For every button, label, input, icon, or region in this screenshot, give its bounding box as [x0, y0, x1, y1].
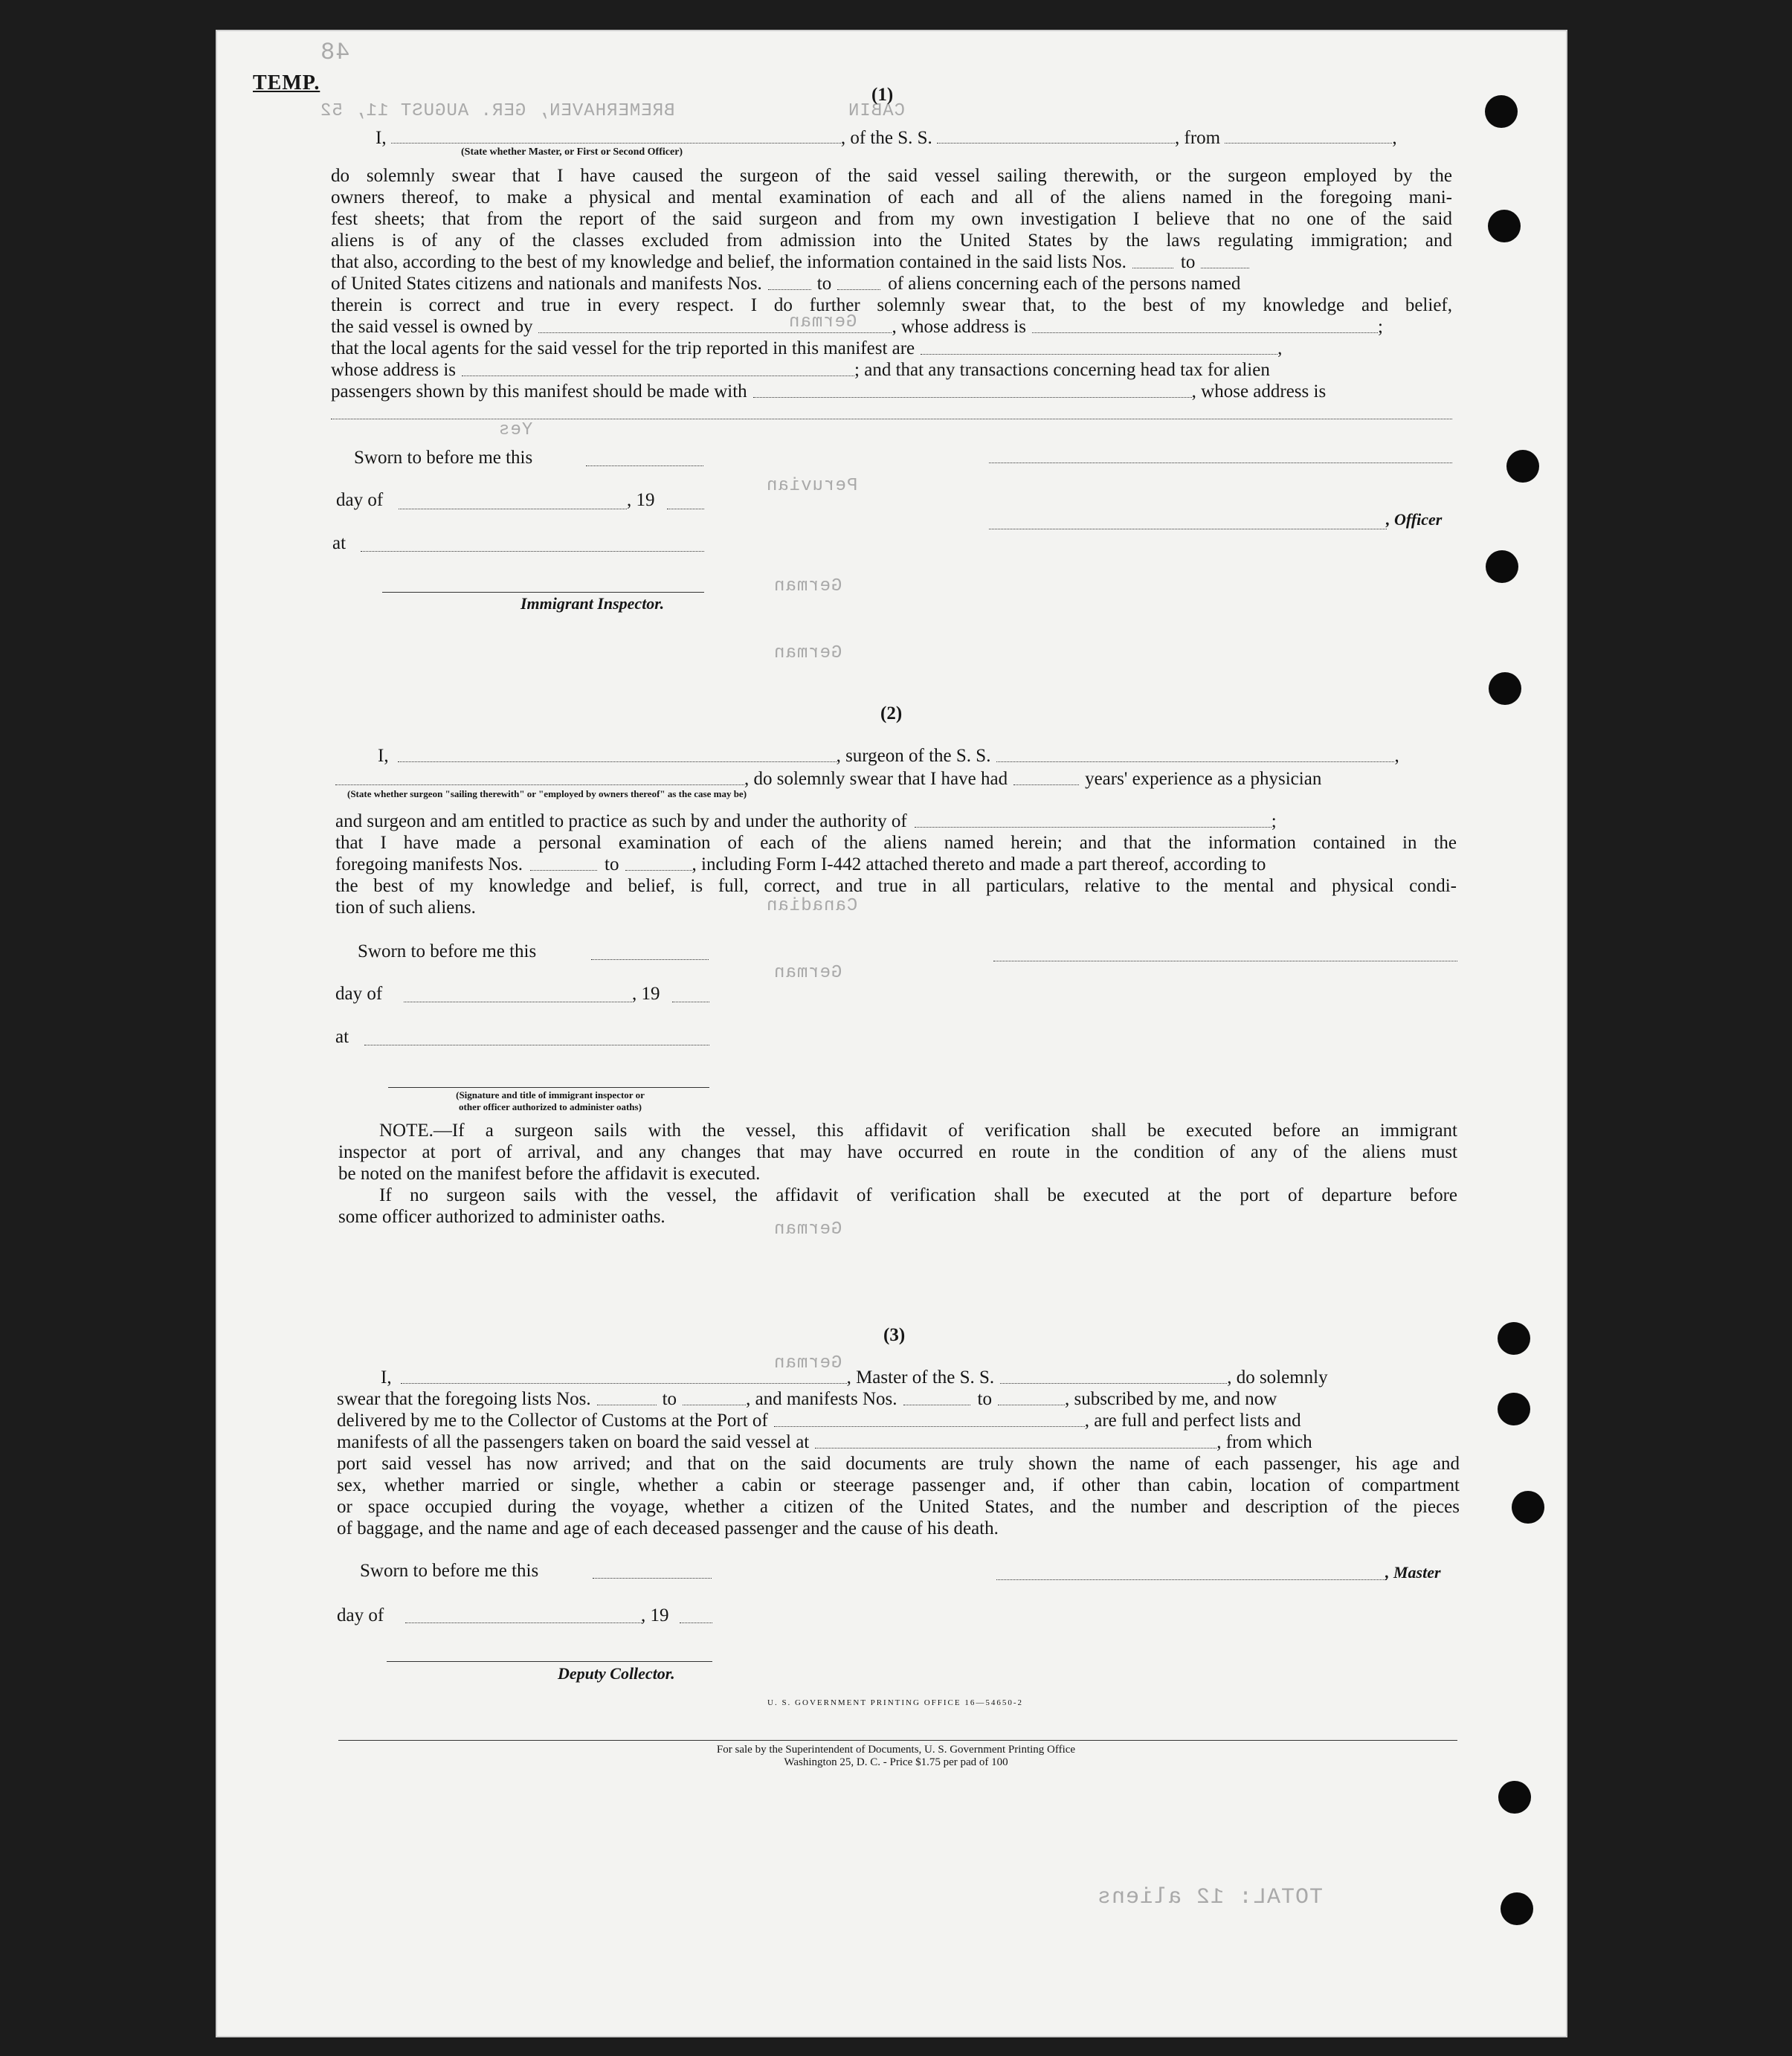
master-line: I, , of the S. S. , from , — [376, 128, 1397, 148]
year-label-3: , 19 — [641, 1605, 669, 1625]
at-label-1: at — [332, 533, 347, 553]
collector-signature-line[interactable] — [387, 1661, 712, 1662]
inspector-signature-line-2[interactable] — [388, 1087, 709, 1088]
master-name-field[interactable] — [391, 126, 841, 144]
sworn-label-2: Sworn to before me this — [358, 941, 537, 961]
punch-hole — [1498, 1781, 1531, 1814]
owner-field[interactable] — [538, 316, 892, 333]
master-name-field-3[interactable] — [401, 1367, 847, 1384]
agents-field[interactable] — [921, 338, 1277, 355]
ghost-corner: 48 — [320, 39, 350, 66]
para-line: sex, whether married or single, whether a cabin or steerage passenger and, if other than cabin, location of compartment — [337, 1475, 1460, 1495]
para-line: passengers shown by this manifest should be made with , whose address is — [331, 381, 1327, 402]
para-line: tion of such aliens. — [335, 898, 476, 918]
para-line: that the local agents for the said vessel for the trip reported in this manifest are , — [331, 338, 1283, 358]
para-line: the said vessel is owned by , whose address is ; — [331, 317, 1383, 337]
para-line: manifests of all the passengers taken on board the said vessel at , from which — [337, 1432, 1312, 1452]
ship-name-field[interactable] — [937, 126, 1175, 144]
at-label-2: at — [335, 1027, 349, 1047]
ghost-name: German — [773, 1219, 842, 1240]
day-of-field-3[interactable] — [405, 1622, 643, 1623]
deputy-collector-label: Deputy Collector. — [558, 1664, 675, 1683]
para-line: the best of my knowledge and belief, is full, correct, and true in all particulars, relative to the mental and physical condi- — [335, 876, 1457, 896]
ghost-name: German — [773, 1353, 842, 1373]
years-field[interactable] — [1013, 768, 1079, 785]
para-line: whose address is ; and that any transactions concerning head tax for alien — [331, 360, 1270, 380]
ghost-top: CABIN — [848, 101, 906, 121]
punch-hole — [1486, 550, 1518, 583]
i-label: I, — [376, 128, 387, 148]
year-label-1: , 19 — [627, 490, 655, 510]
note-line: inspector at port of arrival, and any changes that may have occurred en route in the condition of any of the aliens must — [338, 1142, 1457, 1162]
surgeon-type-field[interactable] — [335, 768, 744, 785]
punch-hole — [1498, 1393, 1530, 1425]
note-line: some officer authorized to administer oaths. — [338, 1207, 665, 1227]
authority-field[interactable] — [915, 811, 1272, 828]
para-line: swear that the foregoing lists Nos. to , and manifests Nos. to , subscribed by me, and now — [337, 1389, 1277, 1409]
section-1-paragraph — [331, 165, 1452, 402]
inspector-signature-line-1[interactable] — [382, 592, 704, 593]
para-line: that I have made a personal examination of each of the aliens named herein; and that the information contained in the — [335, 833, 1457, 853]
para-line: foregoing manifests Nos. to , including Form I-442 attached thereto and made a part thereof, according to — [335, 854, 1266, 874]
surgeon-caption: (State whether surgeon "sailing therewith" or "employed by owners thereof" as the case may be) — [347, 788, 747, 799]
para-line: do solemnly swear that I have caused the surgeon of the said vessel sailing therewith, or the surgeon employed by the — [331, 166, 1452, 186]
para-line: and surgeon and am entitled to practice as such by and under the authority of ; — [335, 811, 1277, 831]
punch-hole — [1512, 1491, 1544, 1524]
sale-notice: For sale by the Superintendent of Documents, U. S. Government Printing Office Washington 25, D. C. - Price $1.75 per pad of 100 — [716, 1744, 1076, 1768]
punch-hole — [1485, 95, 1518, 128]
ghost-ship: BREMERHAVEN, GER. AUGUST 11, 52 — [320, 101, 675, 121]
para-line: that also, according to the best of my knowledge and belief, the information contained in the said lists Nos. to — [331, 251, 1452, 273]
manifests-to-field-2[interactable] — [625, 854, 692, 871]
agents-address-field[interactable] — [462, 359, 854, 376]
para-line: of United States citizens and nationals and manifests Nos. to of aliens concerning each of the persons named — [331, 274, 1241, 294]
manifests-to-field[interactable] — [837, 273, 880, 290]
lists-to-field-3[interactable] — [683, 1388, 746, 1405]
port-of-field[interactable] — [774, 1410, 1085, 1427]
lists-to-field[interactable] — [1201, 251, 1249, 268]
section-3-number: (3) — [883, 1325, 906, 1345]
sworn-label-3: Sworn to before me this — [360, 1561, 539, 1581]
signature-caption: (Signature and title of immigrant inspector or other officer authorized to administer oaths) — [456, 1089, 645, 1112]
boarded-at-field[interactable] — [815, 1431, 1216, 1448]
punch-hole — [1498, 1322, 1530, 1355]
section-1-number: (1) — [871, 85, 894, 105]
para-line: aliens is of any of the classes excluded from admission into the United States by the laws regulating immigration; and — [331, 231, 1452, 251]
at-field-1[interactable] — [361, 551, 704, 552]
surgeon-line: I, , surgeon of the S. S. , — [378, 746, 1399, 766]
from-label: , from — [1175, 128, 1221, 148]
punch-hole — [1488, 210, 1521, 242]
master-line-3: I, , Master of the S. S. , do solemnly — [381, 1367, 1328, 1388]
year-label-2: , 19 — [632, 984, 660, 1004]
lists-from-field-3[interactable] — [597, 1388, 657, 1405]
day-of-label-3: day of — [337, 1605, 384, 1625]
gpo-imprint: U. S. GOVERNMENT PRINTING OFFICE 16—54650-2 — [767, 1698, 1024, 1707]
para-line: or space occupied during the voyage, whether a citizen of the United States, and the number and description of the pieces — [337, 1497, 1460, 1517]
section-2-paragraph — [335, 811, 1457, 918]
owner-address-field[interactable] — [1032, 316, 1378, 333]
ghost-total: TOTAL: 12 aliens — [1097, 1885, 1324, 1910]
ghost-name: Canadian — [766, 896, 858, 916]
punch-hole — [1506, 450, 1539, 483]
ghost-name: Yes — [498, 420, 533, 440]
master-caption: (State whether Master, or First or Second Officer) — [461, 146, 683, 158]
ghost-name: German — [788, 312, 857, 332]
sworn-label-1: Sworn to before me this — [354, 448, 533, 468]
master-label: , Master — [1385, 1563, 1441, 1582]
temp-label: TEMP. — [253, 71, 320, 94]
ghost-name: German — [773, 576, 842, 596]
from-port-field[interactable] — [1225, 126, 1392, 144]
head-tax-party-field[interactable] — [753, 381, 1192, 398]
para-line: port said vessel has now arrived; and that on the said documents are truly shown the name of each passenger, his age and — [337, 1454, 1460, 1474]
para-line: fest sheets; that from the report of the said surgeon and from my own investigation I believe that no one of the said — [331, 209, 1452, 229]
ship-name-field-3[interactable] — [1000, 1367, 1227, 1384]
day-of-label-1: day of — [336, 490, 384, 510]
master-signature-field[interactable] — [996, 1579, 1387, 1580]
para-line: delivered by me to the Collector of Customs at the Port of , are full and perfect lists and — [337, 1411, 1301, 1431]
note-line: If no surgeon sails with the vessel, the affidavit of verification shall be executed at the port of departure before — [379, 1185, 1457, 1205]
manifests-from-field[interactable] — [768, 273, 811, 290]
surgeon-swear-line: , do solemnly swear that I have had years' experience as a physician — [335, 768, 1321, 790]
section-3-paragraph — [337, 1388, 1460, 1539]
manifests-from-field-3[interactable] — [903, 1388, 970, 1405]
punch-hole — [1501, 1892, 1533, 1925]
ghost-name: German — [773, 963, 842, 983]
para-line: therein is correct and true in every respect. I do further solemnly swear that, to the best of my knowledge and belief, — [331, 295, 1452, 315]
lists-from-field[interactable] — [1132, 251, 1173, 268]
year-field-3[interactable] — [680, 1622, 712, 1623]
footer-rule — [338, 1740, 1457, 1741]
of-ss-label: , of the S. S. — [840, 128, 932, 148]
note-line: be noted on the manifest before the affidavit is executed. — [338, 1164, 761, 1184]
para-line: owners thereof, to make a physical and mental examination of each and all of the aliens named in the foregoing mani- — [331, 187, 1452, 207]
note-line: NOTE.—If a surgeon sails with the vessel, this affidavit of verification shall be executed before an immigrant — [379, 1121, 1457, 1141]
ghost-name: Peruvian — [766, 476, 858, 496]
manifests-to-field-3[interactable] — [998, 1388, 1065, 1405]
officer-label: , Officer — [1386, 510, 1443, 529]
sworn-day-field-2[interactable] — [591, 959, 709, 960]
sworn-day-field-3[interactable] — [593, 1578, 712, 1579]
surgeon-name-field[interactable] — [398, 745, 837, 762]
day-of-label-2: day of — [335, 984, 383, 1004]
punch-hole — [1489, 672, 1521, 705]
sworn-day-field-1[interactable] — [586, 465, 703, 466]
para-line: of baggage, and the name and age of each deceased passenger and the cause of his death. — [337, 1518, 999, 1538]
ghost-name: German — [773, 643, 842, 663]
section-2-number: (2) — [880, 703, 903, 724]
note-block — [338, 1120, 1457, 1228]
surgeon-ship-field[interactable] — [996, 745, 1394, 762]
manifests-from-field-2[interactable] — [530, 854, 597, 871]
immigrant-inspector-label: Immigrant Inspector. — [520, 594, 665, 613]
